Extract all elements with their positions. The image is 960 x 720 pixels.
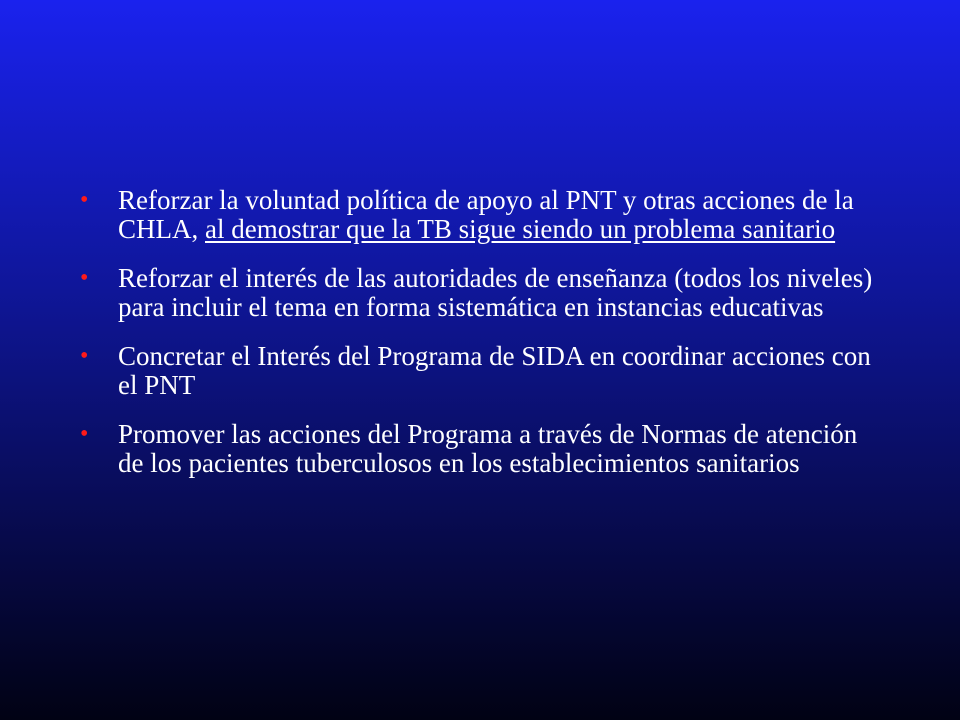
bullet-text: Concretar el Interés del Programa de SIDA en coordinar acciones con el PNT [118, 341, 871, 400]
bullet-text: Reforzar el interés de las autoridades de enseñanza (todos los niveles) para incluir el tema en forma sistemática en instancias educativas [118, 263, 873, 322]
bullet-icon: • [80, 187, 89, 213]
bullet-list [80, 186, 880, 498]
bullet-icon: • [80, 265, 89, 291]
bullet-item-sida-program [80, 342, 880, 400]
bullet-text-underlined: al demostrar que la TB sigue siendo un problema sanitario [205, 214, 836, 244]
bullet-icon: • [80, 343, 89, 369]
bullet-text: Promover las acciones del Programa a través de Normas de atención de los pacientes tuberculosos en los establecimientos sanitarios [118, 419, 858, 478]
bullet-icon: • [80, 421, 89, 447]
bullet-item-political-will [80, 186, 880, 244]
bullet-item-education [80, 264, 880, 322]
bullet-item-norms [80, 420, 880, 478]
bullet-text: Reforzar la voluntad política de apoyo al PNT y otras acciones de la CHLA, [118, 185, 854, 244]
